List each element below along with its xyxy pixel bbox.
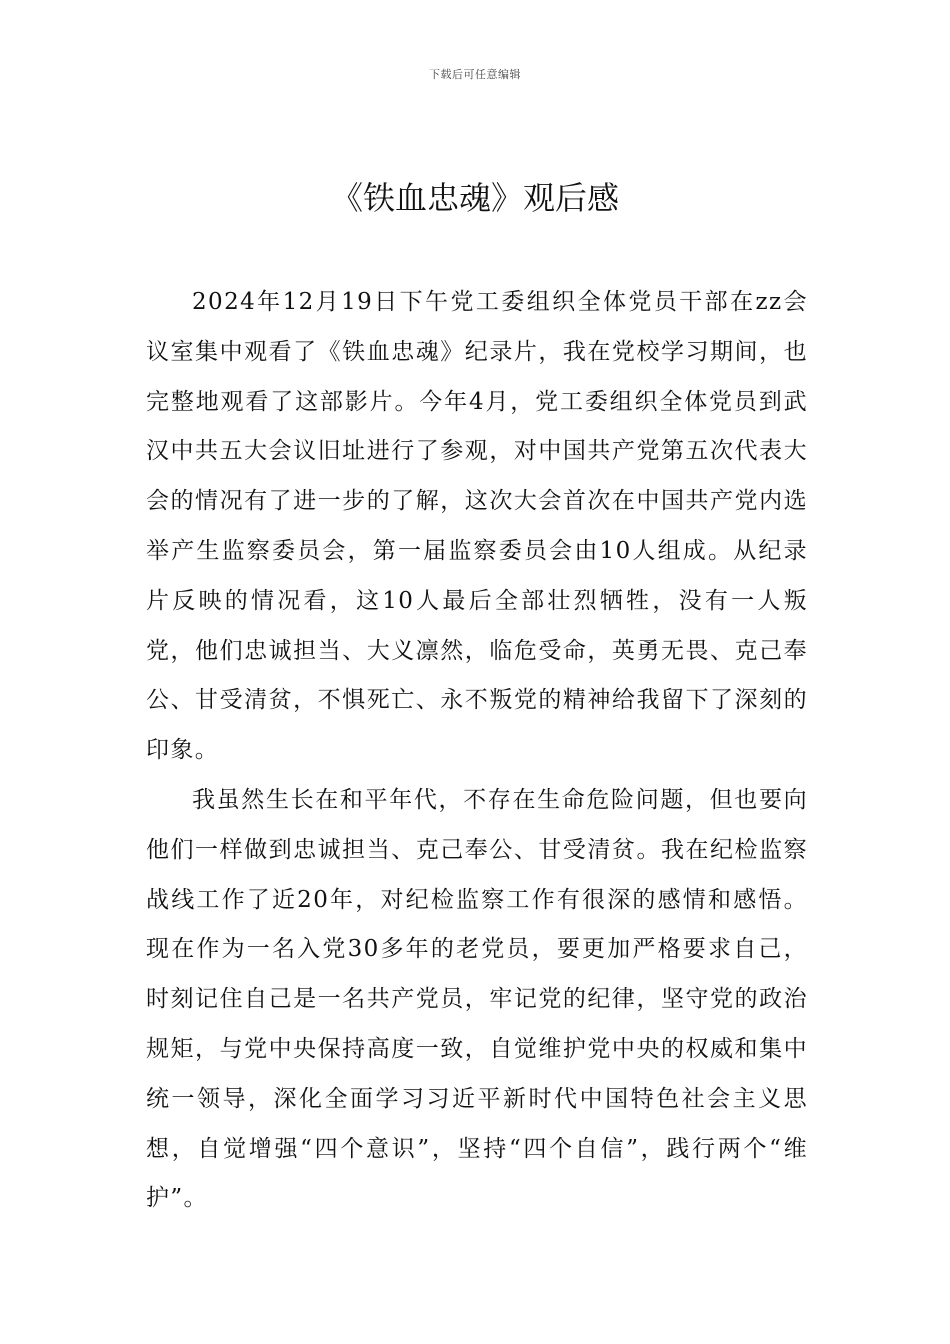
paragraph: 我虽然生长在和平年代，不存在生命危险问题，但也要向他们一样做到忠诚担当、克己奉公、甘受清贫。我在纪检监察战线工作了近20年，对纪检监察工作有很深的感情和感悟。现在作为一名入党30多年的老党员，要更加严格要求自己，时刻记住自己是一名共产党员，牢记党的纪律，坚守党的政治规矩，与党中央保持高度一致，自觉维护党中央的权威和集中统一领导，深化全面学习习近平新时代中国特色社会主义思想，自觉增强“四个意识”，坚持“四个自信”，践行两个“维护”。 (146, 786, 808, 1212)
document-body (146, 278, 808, 1224)
document-title: 《铁血忠魂》观后感 (330, 179, 619, 217)
header-note: 下载后可任意编辑 (429, 68, 521, 81)
paragraph: 2024年12月19日下午党工委组织全体党员干部在zz会议室集中观看了《铁血忠魂》纪录片，我在党校学习期间，也完整地观看了这部影片。今年4月，党工委组织全体党员到武汉中共五大会议旧址进行了参观，对中国共产党第五次代表大会的情况有了进一步的了解，这次大会首次在中国共产党内选举产生监察委员会，第一届监察委员会由10人组成。从纪录片反映的情况看，这10人最后全部壮烈牺牲，没有一人叛党，他们忠诚担当、大义凛然，临危受命，英勇无畏、克己奉公、甘受清贫，不惧死亡、永不叛党的精神给我留下了深刻的印象。 (146, 289, 808, 764)
